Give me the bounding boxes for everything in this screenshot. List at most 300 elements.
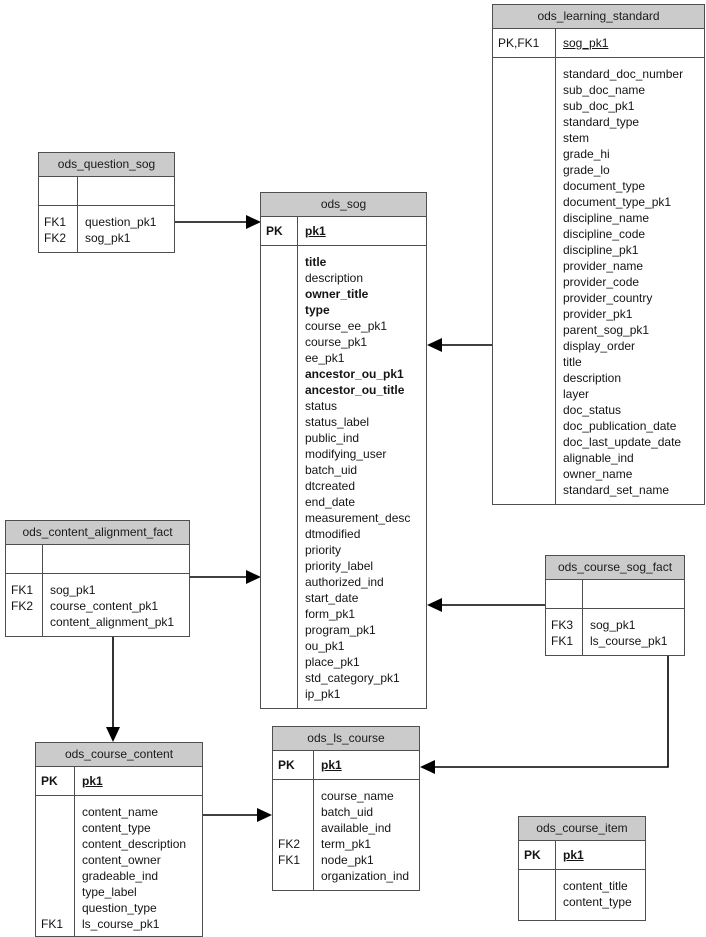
field-name: content_type xyxy=(563,895,632,909)
key-label: FK1 xyxy=(41,917,64,931)
key-column-divider xyxy=(555,29,556,57)
attr-row xyxy=(261,622,426,638)
key-label xyxy=(261,430,297,446)
entity-ods-course-content[interactable] xyxy=(35,742,203,937)
key-label xyxy=(261,638,297,654)
attr-row xyxy=(273,868,419,884)
table-title: ods_content_alignment_fact xyxy=(6,521,189,545)
key-label xyxy=(493,194,555,210)
entity-ods-course-sog-fact[interactable] xyxy=(545,555,685,656)
primary-key-section xyxy=(39,177,174,206)
field-name: content_owner xyxy=(82,853,161,867)
field-name: gradeable_ind xyxy=(82,869,159,883)
attr-row xyxy=(273,788,419,804)
key-column-divider xyxy=(42,574,43,636)
pk-row xyxy=(261,223,426,239)
attr-row xyxy=(261,286,426,302)
key-label xyxy=(36,820,74,836)
field-name: doc_last_update_date xyxy=(563,435,682,449)
field-name xyxy=(42,551,189,567)
key-label xyxy=(261,526,297,542)
key-label xyxy=(39,183,77,199)
attr-row xyxy=(493,258,704,274)
field-name: parent_sog_pk1 xyxy=(563,323,650,337)
key-label xyxy=(36,900,74,916)
key-label xyxy=(261,622,297,638)
attr-row xyxy=(493,242,704,258)
primary-key-section xyxy=(273,751,419,780)
key-label: FK1 xyxy=(551,634,574,648)
attr-row xyxy=(493,194,704,210)
key-label xyxy=(493,242,555,258)
attr-row xyxy=(36,900,202,916)
field-name: provider_country xyxy=(563,291,653,305)
attr-row xyxy=(261,270,426,286)
attributes-section xyxy=(493,58,704,504)
attr-row xyxy=(261,446,426,462)
attr-row xyxy=(261,334,426,350)
entity-ods-question-sog[interactable] xyxy=(38,152,175,253)
field-name: node_pk1 xyxy=(321,853,374,867)
attr-row xyxy=(6,582,189,598)
key-column-divider xyxy=(74,796,75,936)
attributes-section xyxy=(39,206,174,252)
field-name: question_pk1 xyxy=(85,215,157,229)
attr-row xyxy=(39,230,174,246)
field-name: grade_hi xyxy=(563,147,610,161)
key-label xyxy=(493,258,555,274)
attr-row xyxy=(261,670,426,686)
attr-row xyxy=(493,66,704,82)
key-label xyxy=(493,370,555,386)
attr-row xyxy=(261,382,426,398)
field-name: pk1 xyxy=(82,774,103,788)
key-label: FK2 xyxy=(44,231,67,245)
key-label xyxy=(519,878,555,894)
key-label xyxy=(261,606,297,622)
pk-row xyxy=(519,847,645,863)
key-label: FK2 xyxy=(11,599,34,613)
key-label xyxy=(261,350,297,366)
attr-row xyxy=(261,398,426,414)
field-name: sog_pk1 xyxy=(563,36,609,50)
key-label xyxy=(261,462,297,478)
key-label xyxy=(493,98,555,114)
attr-row xyxy=(493,434,704,450)
field-name: authorized_ind xyxy=(305,575,384,589)
key-label xyxy=(261,446,297,462)
key-label: FK2 xyxy=(278,837,301,851)
field-name: form_pk1 xyxy=(305,607,356,621)
key-label: PK xyxy=(41,774,58,788)
primary-key-section xyxy=(36,767,202,796)
attr-row xyxy=(261,638,426,654)
field-name xyxy=(77,183,174,199)
key-label xyxy=(493,386,555,402)
attr-row xyxy=(273,852,419,868)
field-name: discipline_pk1 xyxy=(563,243,639,257)
attr-row xyxy=(6,614,189,630)
key-label: FK1 xyxy=(44,215,67,229)
attr-row xyxy=(36,884,202,900)
field-name: end_date xyxy=(305,495,356,509)
attributes-section xyxy=(36,796,202,936)
attr-row xyxy=(39,214,174,230)
key-column-divider xyxy=(42,545,43,573)
key-label xyxy=(493,354,555,370)
attr-row xyxy=(493,130,704,146)
field-name: provider_code xyxy=(563,275,640,289)
field-name: stem xyxy=(563,131,590,145)
attr-row xyxy=(36,836,202,852)
key-label xyxy=(261,654,297,670)
entity-ods-ls-course[interactable] xyxy=(272,726,420,891)
field-name: place_pk1 xyxy=(305,655,360,669)
table-title: ods_sog xyxy=(261,193,426,217)
table-title: ods_course_sog_fact xyxy=(546,556,684,580)
key-label: PK xyxy=(266,224,283,238)
field-name: course_pk1 xyxy=(305,335,368,349)
attr-row xyxy=(36,804,202,820)
key-label xyxy=(493,226,555,242)
field-name: ancestor_ou_title xyxy=(305,383,405,397)
key-label xyxy=(493,82,555,98)
field-name: question_type xyxy=(82,901,157,915)
attributes-section xyxy=(261,246,426,708)
field-name: batch_uid xyxy=(321,805,374,819)
attributes-section xyxy=(519,870,645,920)
attr-row xyxy=(261,686,426,702)
field-name: ou_pk1 xyxy=(305,639,345,653)
entity-ods-sog[interactable] xyxy=(260,192,427,709)
primary-key-section xyxy=(546,580,684,609)
attr-row xyxy=(261,606,426,622)
field-name: content_name xyxy=(82,805,159,819)
table-title: ods_course_item xyxy=(519,817,645,841)
field-name: content_type xyxy=(82,821,151,835)
key-label xyxy=(36,884,74,900)
attr-row xyxy=(261,254,426,270)
field-name: standard_type xyxy=(563,115,640,129)
attr-row xyxy=(493,146,704,162)
key-label xyxy=(546,586,582,602)
field-name: dtcreated xyxy=(305,479,356,493)
field-name: ip_pk1 xyxy=(305,687,341,701)
attr-row xyxy=(493,322,704,338)
field-name: ls_course_pk1 xyxy=(82,917,160,931)
attr-row xyxy=(36,868,202,884)
field-name: sub_doc_name xyxy=(563,83,646,97)
pk-row xyxy=(546,586,684,602)
field-name: ee_pk1 xyxy=(305,351,345,365)
field-name: pk1 xyxy=(305,224,326,238)
field-name: display_order xyxy=(563,339,636,353)
field-name: discipline_name xyxy=(563,211,650,225)
key-column-divider xyxy=(297,217,298,245)
primary-key-section xyxy=(261,217,426,246)
attr-row xyxy=(493,210,704,226)
entity-ods-content-alignment-fact[interactable] xyxy=(5,520,190,637)
key-label xyxy=(493,434,555,450)
field-name: status_label xyxy=(305,415,370,429)
key-column-divider xyxy=(313,780,314,890)
key-label xyxy=(36,868,74,884)
field-name: start_date xyxy=(305,591,359,605)
field-name: content_alignment_pk1 xyxy=(50,615,175,629)
field-name: grade_lo xyxy=(563,163,610,177)
key-label xyxy=(261,686,297,702)
key-label: FK1 xyxy=(11,583,34,597)
field-name: provider_pk1 xyxy=(563,307,633,321)
field-name: public_ind xyxy=(305,431,360,445)
key-label xyxy=(493,210,555,226)
attr-row xyxy=(261,350,426,366)
attributes-section xyxy=(273,780,419,890)
field-name: priority_label xyxy=(305,559,374,573)
attr-row xyxy=(36,852,202,868)
key-label xyxy=(493,66,555,82)
key-label: FK1 xyxy=(278,853,301,867)
field-name: pk1 xyxy=(563,848,584,862)
attr-row xyxy=(6,598,189,614)
connector-content-alignment-fact-to-course-content xyxy=(106,636,120,742)
attr-row xyxy=(273,836,419,852)
key-label xyxy=(6,551,42,567)
field-name: std_category_pk1 xyxy=(305,671,400,685)
attr-row xyxy=(493,466,704,482)
attr-row xyxy=(493,274,704,290)
field-name xyxy=(582,586,684,602)
attr-row xyxy=(493,386,704,402)
field-name: content_title xyxy=(563,879,628,893)
key-column-divider xyxy=(313,751,314,779)
key-label xyxy=(261,670,297,686)
key-column-divider xyxy=(77,206,78,252)
table-title: ods_learning_standard xyxy=(493,5,704,29)
key-label xyxy=(261,286,297,302)
attr-row xyxy=(493,370,704,386)
key-label: FK3 xyxy=(551,618,574,632)
key-label xyxy=(493,306,555,322)
field-name: dtmodified xyxy=(305,527,361,541)
attr-row xyxy=(261,558,426,574)
field-name: program_pk1 xyxy=(305,623,376,637)
attr-row xyxy=(546,633,684,649)
field-name: owner_name xyxy=(563,467,633,481)
key-label xyxy=(493,322,555,338)
field-name: sog_pk1 xyxy=(590,618,636,632)
attr-row xyxy=(493,178,704,194)
pk-row xyxy=(493,35,704,51)
field-name: sog_pk1 xyxy=(85,231,131,245)
field-name: document_type xyxy=(563,179,646,193)
connector-course-sog-fact-to-ls-course xyxy=(420,654,668,774)
key-label xyxy=(493,466,555,482)
attr-row xyxy=(261,526,426,542)
key-label xyxy=(261,478,297,494)
key-label xyxy=(493,482,555,498)
attr-row xyxy=(261,654,426,670)
attr-row xyxy=(261,430,426,446)
key-label xyxy=(36,804,74,820)
field-name: status xyxy=(305,399,338,413)
primary-key-section xyxy=(6,545,189,574)
key-column-divider xyxy=(297,246,298,708)
field-name: batch_uid xyxy=(305,463,358,477)
field-name: organization_ind xyxy=(321,869,410,883)
field-name: course_content_pk1 xyxy=(50,599,159,613)
key-label xyxy=(493,130,555,146)
attr-row xyxy=(36,820,202,836)
field-name: doc_status xyxy=(563,403,622,417)
key-label xyxy=(261,334,297,350)
attr-row xyxy=(261,414,426,430)
key-column-divider xyxy=(77,177,78,205)
key-label xyxy=(261,558,297,574)
key-label: PK,FK1 xyxy=(498,36,540,50)
attr-row xyxy=(273,820,419,836)
field-name: layer xyxy=(563,387,590,401)
key-label xyxy=(261,270,297,286)
table-title: ods_question_sog xyxy=(39,153,174,177)
connector-question-sog-to-sog xyxy=(175,215,261,229)
key-label xyxy=(493,290,555,306)
field-name: term_pk1 xyxy=(321,837,372,851)
field-name: sub_doc_pk1 xyxy=(563,99,635,113)
field-name: measurement_desc xyxy=(305,511,411,525)
key-label xyxy=(493,162,555,178)
key-label xyxy=(261,414,297,430)
key-label xyxy=(261,382,297,398)
field-name: available_ind xyxy=(321,821,392,835)
attr-row xyxy=(261,318,426,334)
key-column-divider xyxy=(74,767,75,795)
key-label xyxy=(493,178,555,194)
key-label xyxy=(261,574,297,590)
key-label xyxy=(273,804,313,820)
field-name: modifying_user xyxy=(305,447,387,461)
key-label xyxy=(261,318,297,334)
field-name: type xyxy=(305,303,330,317)
attr-row xyxy=(493,450,704,466)
connector-course-sog-fact-to-sog xyxy=(427,598,545,612)
entity-ods-learning-standard[interactable] xyxy=(492,4,705,505)
key-label: PK xyxy=(278,758,295,772)
field-name: description xyxy=(305,271,364,285)
key-label xyxy=(493,450,555,466)
connector-content-alignment-fact-to-sog xyxy=(190,570,261,584)
attr-row xyxy=(493,402,704,418)
key-label xyxy=(273,788,313,804)
attr-row xyxy=(519,878,645,894)
field-name: content_description xyxy=(82,837,187,851)
attr-row xyxy=(261,494,426,510)
attr-row xyxy=(546,617,684,633)
key-label xyxy=(493,274,555,290)
key-label xyxy=(519,894,555,910)
attr-row xyxy=(493,290,704,306)
key-label xyxy=(261,366,297,382)
field-name: doc_publication_date xyxy=(563,419,677,433)
pk-row xyxy=(6,551,189,567)
key-label: PK xyxy=(524,848,541,862)
attr-row xyxy=(493,162,704,178)
attr-row xyxy=(261,574,426,590)
key-column-divider xyxy=(555,841,556,869)
field-name: owner_title xyxy=(305,287,369,301)
field-name: type_label xyxy=(82,885,137,899)
table-title: ods_course_content xyxy=(36,743,202,767)
attr-row xyxy=(493,306,704,322)
attr-row xyxy=(261,478,426,494)
attr-row xyxy=(261,590,426,606)
attr-row xyxy=(261,510,426,526)
key-label xyxy=(261,590,297,606)
key-label xyxy=(261,398,297,414)
attr-row xyxy=(493,226,704,242)
attributes-section xyxy=(546,609,684,655)
field-name: alignable_ind xyxy=(563,451,634,465)
attr-row xyxy=(519,894,645,910)
pk-row xyxy=(39,183,174,199)
attr-row xyxy=(493,482,704,498)
key-label xyxy=(273,868,313,884)
key-label xyxy=(261,494,297,510)
primary-key-section xyxy=(519,841,645,870)
attributes-section xyxy=(6,574,189,636)
connector-course-content-to-ls-course xyxy=(203,808,272,822)
key-label xyxy=(493,146,555,162)
key-label xyxy=(36,852,74,868)
attr-row xyxy=(493,354,704,370)
attr-row xyxy=(493,114,704,130)
field-name: document_type_pk1 xyxy=(563,195,672,209)
attr-row xyxy=(261,366,426,382)
connector-learning-standard-to-sog xyxy=(427,338,492,352)
attr-row xyxy=(273,804,419,820)
table-title: ods_ls_course xyxy=(273,727,419,751)
field-name: sog_pk1 xyxy=(50,583,96,597)
key-label xyxy=(493,418,555,434)
key-label xyxy=(261,542,297,558)
attr-row xyxy=(261,302,426,318)
field-name: pk1 xyxy=(321,758,342,772)
field-name: ancestor_ou_pk1 xyxy=(305,367,404,381)
key-label xyxy=(261,302,297,318)
attr-row xyxy=(261,462,426,478)
field-name: course_name xyxy=(321,789,394,803)
pk-row xyxy=(36,773,202,789)
attr-row xyxy=(36,916,202,932)
field-name: title xyxy=(563,355,582,369)
primary-key-section xyxy=(493,29,704,58)
key-label xyxy=(493,402,555,418)
field-name: standard_set_name xyxy=(563,483,670,497)
key-label xyxy=(493,338,555,354)
entity-ods-course-item[interactable] xyxy=(518,816,646,921)
field-name: provider_name xyxy=(563,259,644,273)
field-name: priority xyxy=(305,543,342,557)
attr-row xyxy=(493,338,704,354)
key-column-divider xyxy=(582,580,583,608)
key-label xyxy=(493,114,555,130)
key-label xyxy=(273,820,313,836)
key-label xyxy=(261,510,297,526)
key-column-divider xyxy=(582,609,583,655)
field-name: course_ee_pk1 xyxy=(305,319,388,333)
pk-row xyxy=(273,757,419,773)
attr-row xyxy=(261,542,426,558)
